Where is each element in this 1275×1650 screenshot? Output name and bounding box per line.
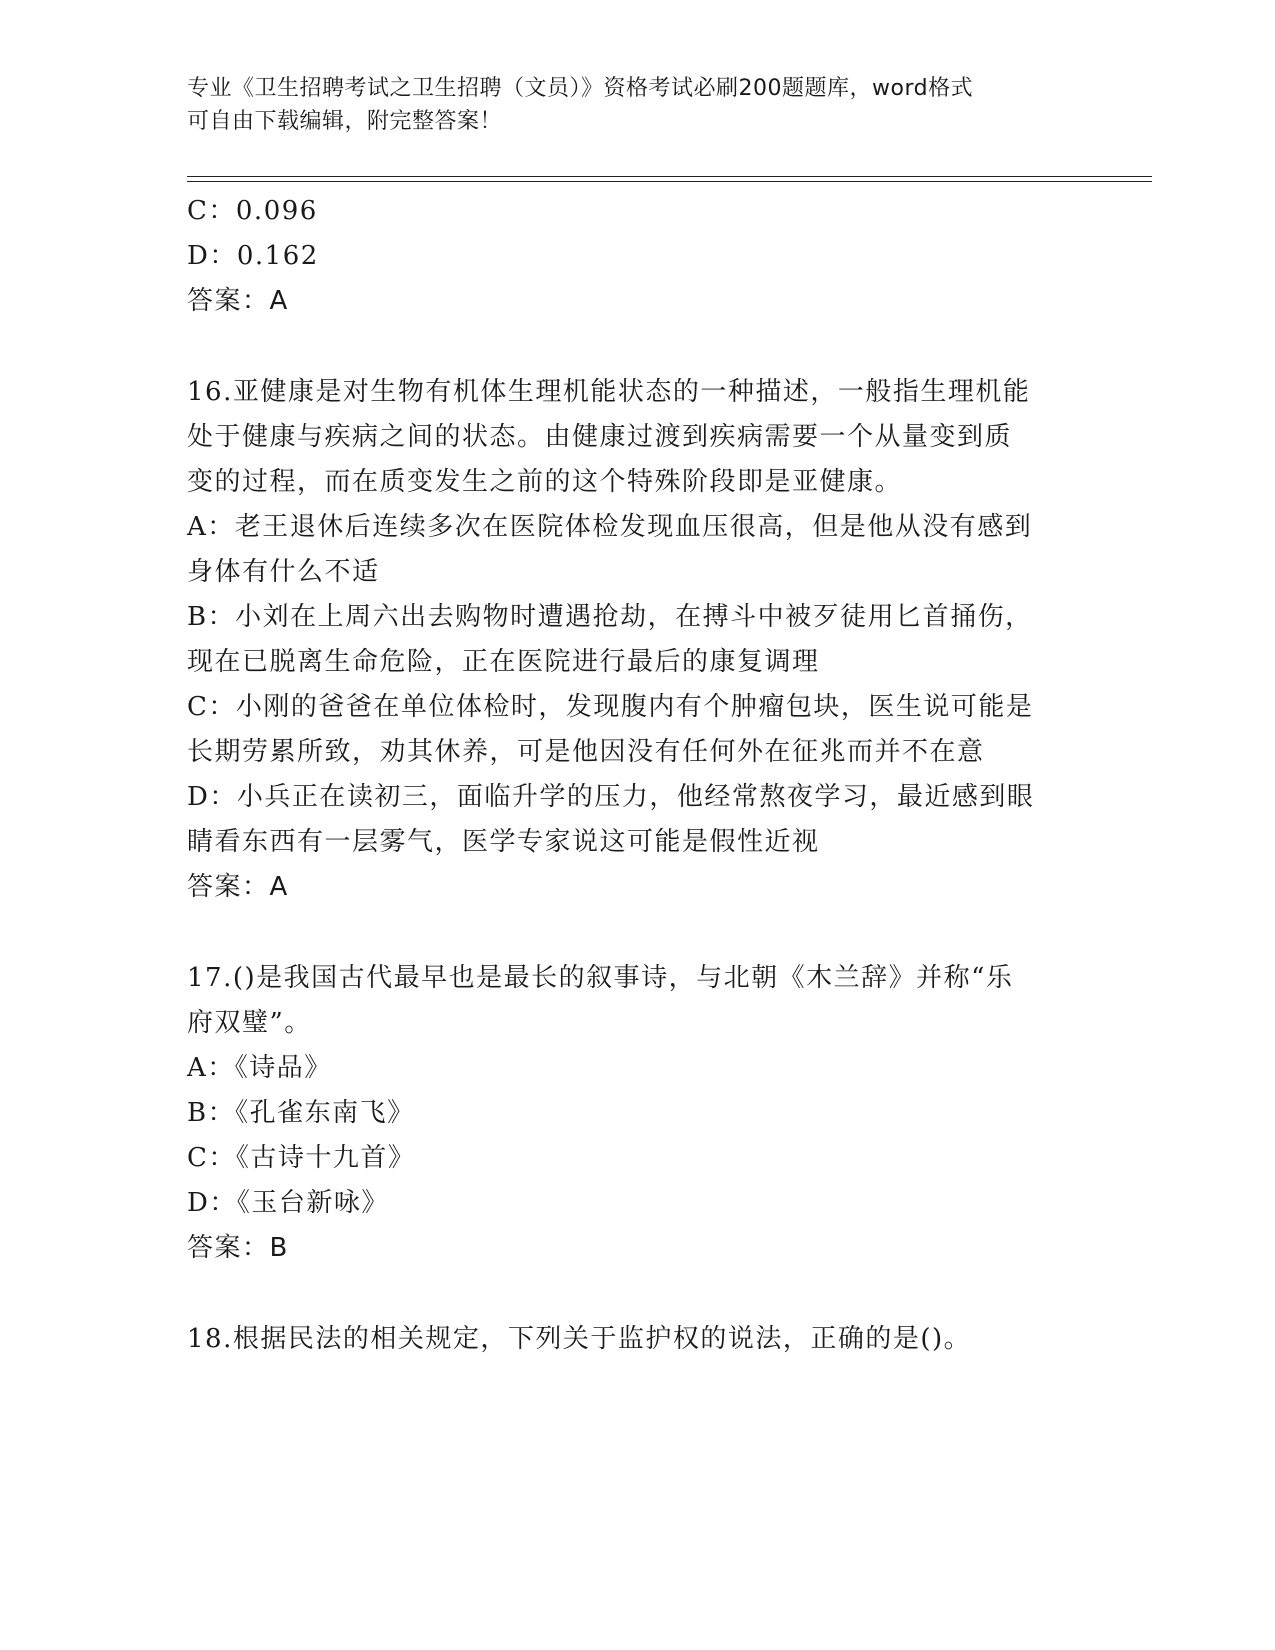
question-15-tail bbox=[187, 189, 1087, 324]
q16-stem-line-2: 处于健康与疾病之间的状态。由健康过渡到疾病需要一个从量变到质 bbox=[187, 422, 1013, 452]
question-spacer bbox=[187, 1271, 1087, 1317]
header-title-line-2: 可自由下载编辑，附完整答案！ bbox=[187, 109, 503, 134]
q17-option-d: D：《玉台新咏》 bbox=[187, 1188, 389, 1218]
q17-option-a: A：《诗品》 bbox=[187, 1053, 332, 1083]
q17-stem-line-1: 17.()是我国古代最早也是最长的叙事诗，与北朝《木兰辞》并称“乐 bbox=[187, 963, 1014, 993]
q17-answer: 答案：B bbox=[187, 1233, 289, 1263]
q15-option-c: C：0.096 bbox=[187, 196, 318, 226]
header-title-line-1: 专业《卫生招聘考试之卫生招聘（文员）》资格考试必刷200题题库，word格式 bbox=[187, 76, 974, 101]
q16-option-c-line-2: 长期劳累所致，劝其休养，可是他因没有任何外在征兆而并不在意 bbox=[187, 737, 985, 767]
q16-option-a-line-1: A：老王退休后连续多次在医院体检发现血压很高，但是他从没有感到 bbox=[187, 512, 1033, 542]
q17-option-c: C：《古诗十九首》 bbox=[187, 1143, 416, 1173]
q16-option-d-line-2: 睛看东西有一层雾气，医学专家说这可能是假性近视 bbox=[187, 827, 820, 857]
q16-option-a-line-2: 身体有什么不适 bbox=[187, 557, 380, 587]
q16-option-c-line-1: C：小刚的爸爸在单位体检时，发现腹内有个肿瘤包块，医生说可能是 bbox=[187, 692, 1034, 722]
q17-option-b: B：《孔雀东南飞》 bbox=[187, 1098, 415, 1128]
q16-option-d-line-1: D：小兵正在读初三，面临升学的压力，他经常熬夜学习，最近感到眼 bbox=[187, 782, 1035, 812]
q16-option-b-line-1: B：小刘在上周六出去购物时遭遇抢劫，在搏斗中被歹徒用匕首捅伤， bbox=[187, 602, 1033, 632]
q17-stem-line-2: 府双璧”。 bbox=[187, 1008, 312, 1038]
question-17 bbox=[187, 956, 1087, 1271]
document-header bbox=[187, 72, 1067, 138]
q16-answer: 答案：A bbox=[187, 872, 289, 902]
q15-answer: 答案：A bbox=[187, 286, 289, 316]
q16-stem-line-3: 变的过程，而在质变发生之前的这个特殊阶段即是亚健康。 bbox=[187, 467, 903, 497]
q15-option-d: D：0.162 bbox=[187, 241, 319, 271]
question-spacer bbox=[187, 324, 1087, 370]
question-spacer bbox=[187, 910, 1087, 956]
q16-stem-line-1: 16.亚健康是对生物有机体生理机能状态的一种描述，一般指生理机能 bbox=[187, 377, 1031, 407]
header-divider-top bbox=[187, 176, 1152, 177]
q18-stem: 18.根据民法的相关规定，下列关于监护权的说法，正确的是()。 bbox=[187, 1324, 972, 1354]
question-18 bbox=[187, 1317, 1087, 1362]
q16-option-b-line-2: 现在已脱离生命危险，正在医院进行最后的康复调理 bbox=[187, 647, 820, 677]
question-content bbox=[187, 189, 1087, 1362]
header-divider-bottom bbox=[187, 181, 1152, 182]
question-16 bbox=[187, 370, 1087, 910]
